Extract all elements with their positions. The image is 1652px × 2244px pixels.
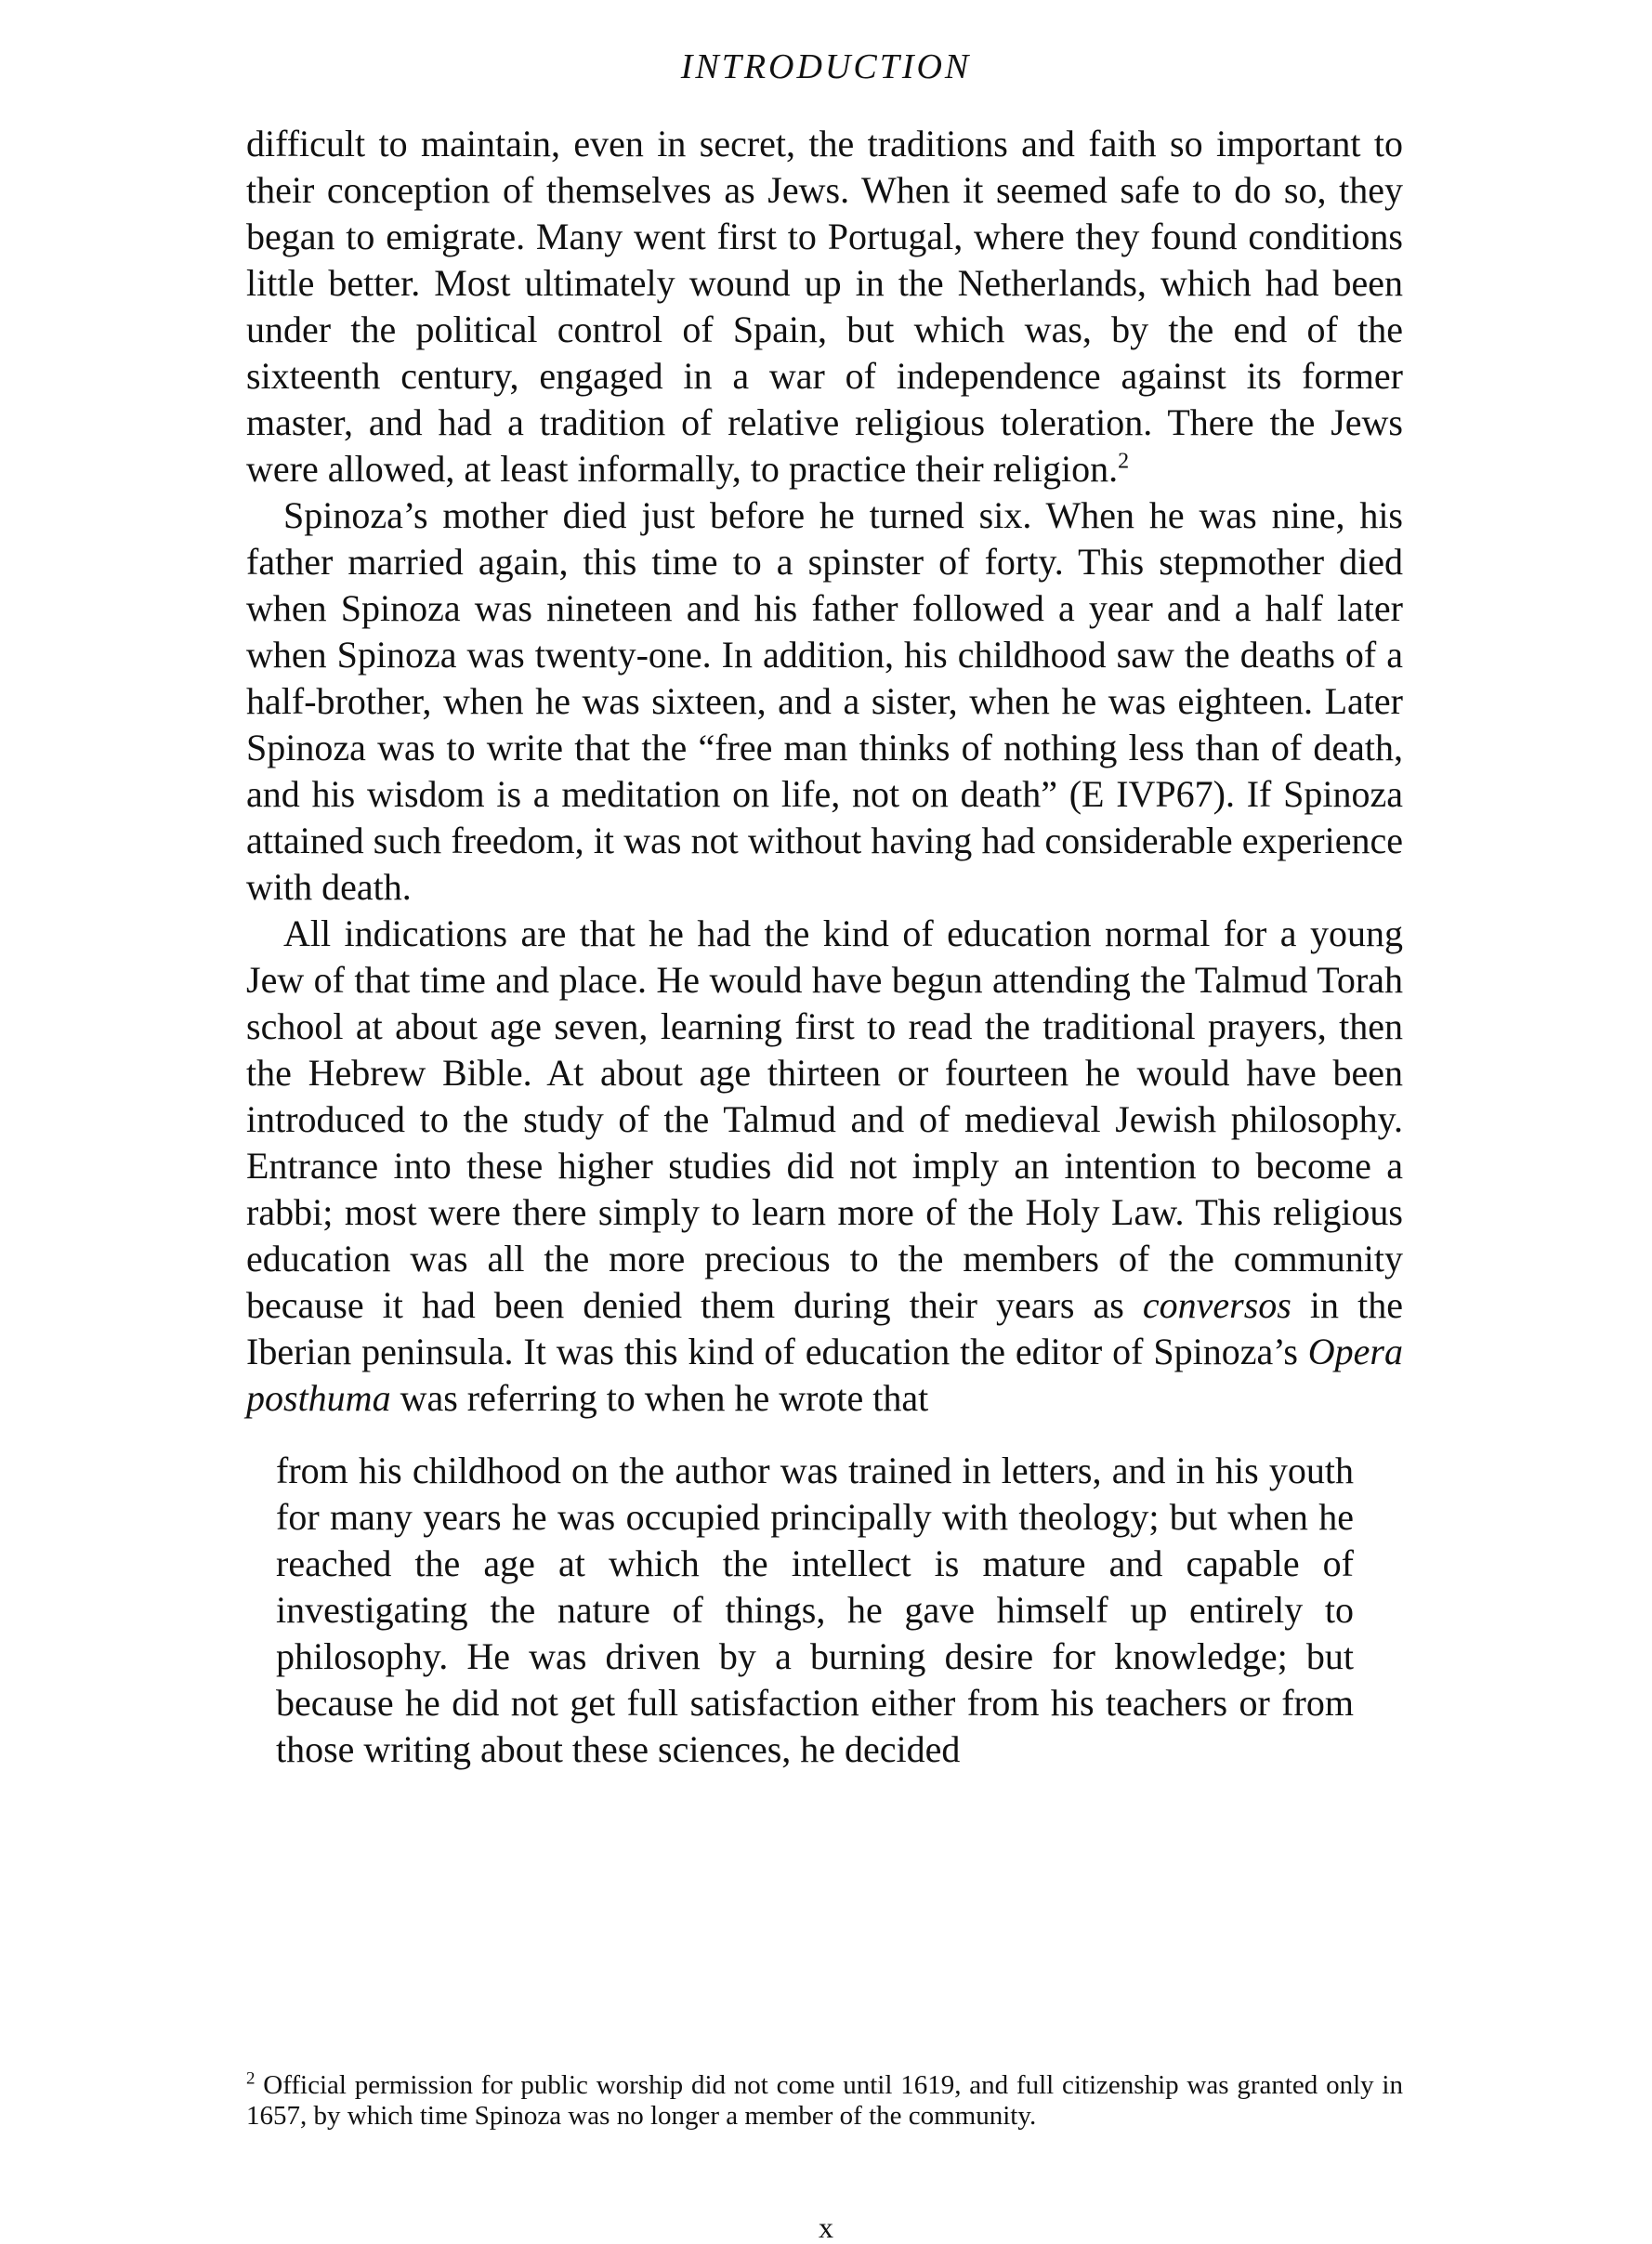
block-quotation: from his childhood on the author was trained in letters, and in his youth for many years he was occupied principally with theology; but when he reached the age at which the intellect is mature and capable of investigating the nature of things, he gave himself up entirely to philosophy. He was driven by a burning desire for knowledge; but because he did not get full satisfaction either from his teachers or from those writing about these sciences, he decided	[276, 1450, 1354, 1770]
body-text	[246, 121, 1403, 1773]
italic-term-conversos: conversos	[1142, 1284, 1291, 1326]
paragraph-emigration	[246, 121, 1403, 492]
paragraph-text: Spinoza’s mother died just before he turned six. When he was nine, his father married again, this time to a spinster of forty. This stepmother died when Spinoza was nineteen and his father followed a year and a half later when Spinoza was twenty-one. In addition, his childhood saw the deaths of a half-brother, when he was sixteen, and a sister, when he was eighteen. Later Spinoza was to write that the “free man thinks of nothing less than of death, and his wisdom is a meditation on life, not on death” (E IVP67). If Spinoza attained such freedom, it was not without having had considerable experience with death.	[246, 494, 1403, 908]
page-number: x	[819, 2211, 833, 2244]
italic-title-opera-posthuma: Opera posthuma	[246, 1331, 1403, 1419]
paragraph-text: in the Iberian peninsula. It was this kind of education the editor of Spinoza’s	[246, 1284, 1403, 1372]
footnote-text: Official permission for public worship did not come until 1619, and full citizenship was granted only in 1657, by which time Spinoza was no longer a member of the community.	[246, 2070, 1403, 2131]
footnote	[246, 2070, 1403, 2132]
paragraph-text: was referring to when he wrote that	[390, 1377, 929, 1419]
paragraph-text: All indications are that he had the kind of education normal for a young Jew of that time and place. He would have begun attending the Talmud Torah school at about age seven, learning first to read the traditional prayers, then the Hebrew Bible. At about age thirteen or fourteen he would have been introduced to the study of the Talmud and of medieval Jewish philosophy. Entrance into these higher studies did not imply an intention to become a rabbi; most were there simply to learn more of the Holy Law. This religious education was all the more precious to the members of the community because it had been denied them during their years as	[246, 912, 1403, 1326]
running-head: INTRODUCTION	[680, 47, 972, 86]
paragraph-text: difficult to maintain, even in secret, the traditions and faith so important to their conception of themselves as Jews. When it seemed safe to do so, they began to emigrate. Many went first to Portugal, where they found conditions little better. Most ultimately wound up in the Netherlands, which had been under the political control of Spain, but which was, by the end of the sixteenth century, engaged in a war of independence against its former master, and had a tradition of relative religious toleration. There the Jews were allowed, at least informally, to practice their religion.	[246, 123, 1403, 490]
paragraph-education	[246, 911, 1403, 1422]
footnote-marker: 2	[246, 2068, 256, 2089]
paragraph-family-deaths	[246, 492, 1403, 911]
footnote-reference[interactable]: 2	[1118, 449, 1130, 474]
